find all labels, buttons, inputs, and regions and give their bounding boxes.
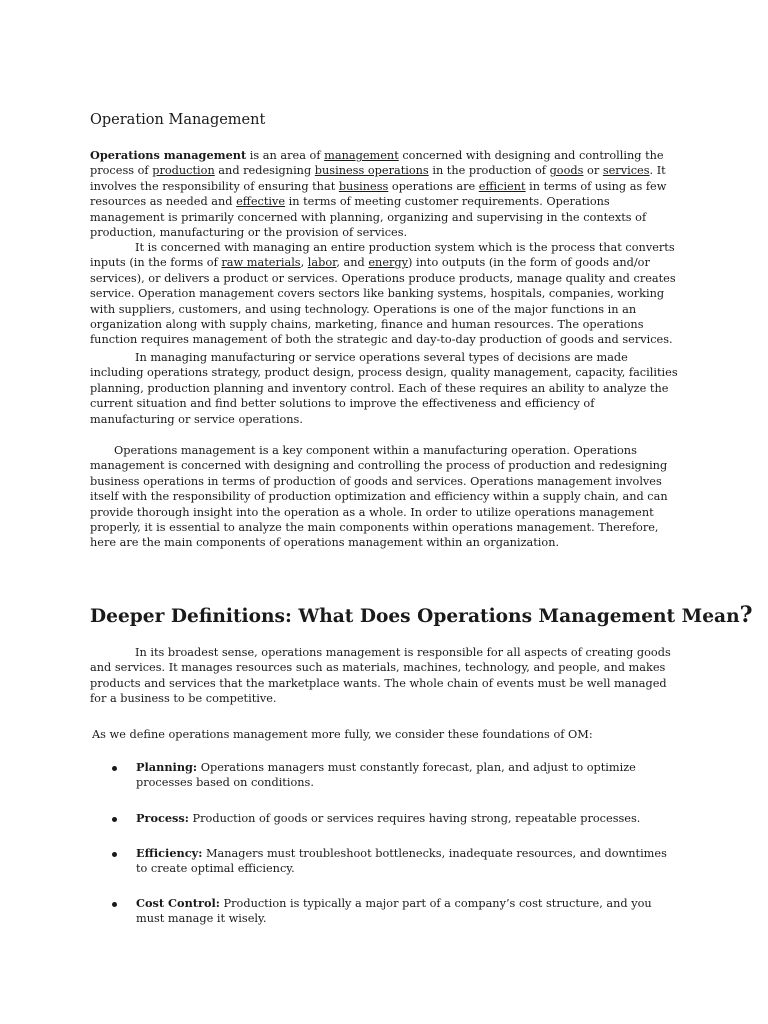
bullet-icon <box>112 766 117 771</box>
paragraph-broadest-sense: In its broadest sense, operations management is responsible for all aspects of creating goods and services. It manages resources such as materials, machines, technology, and people, and makes products and services that the marketplace wants. The whole chain of events must be well managed for a business to be competitive. <box>90 646 671 706</box>
list-item-process <box>112 811 676 826</box>
text: , and <box>336 256 369 270</box>
text: in terms of meeting customer requirements. Operations management is primarily concerned with planning, organizing and supervising in the contexts of production, manufacturing or the provision of services. <box>90 195 647 240</box>
text: It is concerned with managing an entire production system which is the process that converts inputs (in the forms of <box>90 241 675 270</box>
list-item-text: Operations managers must constantly forecast, plan, and adjust to optimize processes based on conditions. <box>136 761 636 790</box>
text: or <box>583 164 603 178</box>
text: is an area of <box>246 149 325 162</box>
link-business[interactable]: business <box>338 179 389 193</box>
paragraph-foundations-intro: As we define operations management more fully, we consider these foundations of OM: <box>92 728 593 741</box>
link-business-operations[interactable]: business operations <box>314 164 429 178</box>
text: operations are <box>388 179 479 193</box>
link-effective[interactable]: effective <box>236 195 286 209</box>
text: . It involves the responsibility of ensuring that <box>90 164 666 193</box>
paragraph-decisions: In managing manufacturing or service operations several types of decisions are made including operations strategy, product design, process design, quality management, capacity, facilities planning, production planning and inventory control. Each of these requires an ability to analyze the current situation and find better solutions to improve the effectiveness and efficiency of manufacturing or service operations. <box>90 351 678 426</box>
term-operations-management: Operations management <box>90 148 247 162</box>
link-efficient[interactable]: efficient <box>478 179 526 193</box>
text: ) into outputs (in the form of goods and/or services), or delivers a product or services. Operations produce products, manage quality and creates service. Operation management covers sectors like banking systems, hospitals, companies, working with suppliers, customers, and using technology. Operations is one of the major functions in an organization along with supply chains, marketing, finance and human resources. The operations function requires management of both the strategic and day-to-day production of goods and services. <box>90 256 676 347</box>
link-services[interactable]: services <box>602 164 650 178</box>
link-management[interactable]: management <box>324 149 399 162</box>
link-energy[interactable]: energy <box>368 256 409 270</box>
section-heading-text: Deeper Definitions: What Does Operations Management Mean <box>90 606 740 627</box>
list-item-text: Production of goods or services requires having strong, repeatable processes. <box>188 812 641 825</box>
list-item-term: Planning: <box>136 760 198 774</box>
bullet-icon <box>112 902 117 907</box>
list-item-text: Managers must troubleshoot bottlenecks, inadequate resources, and downtimes to create optimal efficiency. <box>136 847 667 876</box>
text: , <box>300 256 308 270</box>
bullet-icon <box>112 852 117 857</box>
link-goods[interactable]: goods <box>549 164 584 178</box>
paragraph-production-system <box>90 240 678 348</box>
list-item-cost-control <box>112 896 676 927</box>
list-item-term: Cost Control: <box>136 896 220 910</box>
link-production[interactable]: production <box>152 164 215 178</box>
list-item-efficiency <box>112 846 676 877</box>
text: in terms of using as few resources as needed and <box>90 179 667 209</box>
section-heading <box>90 602 753 628</box>
bullet-icon <box>112 817 117 822</box>
text: in the production of <box>428 164 550 178</box>
list-item-planning <box>112 760 676 791</box>
paragraph-key-component: Operations management is a key component within a manufacturing operation. Operations management is concerned with designing and controlling the process of production and redesigning business operations in terms of production of goods and services. Operations management involves itself with the responsibility of production optimization and efficiency within a supply chain, and can provide thorough insight into the operation as a whole. In order to utilize operations management properly, it is essential to analyze the main components within operations management. Therefore, here are the main components of operations management within an organization. <box>90 444 668 550</box>
text: and redesigning <box>214 164 315 178</box>
list-item-term: Efficiency: <box>136 846 203 860</box>
list-item-term: Process: <box>136 811 189 825</box>
link-labor[interactable]: labor <box>307 256 337 270</box>
link-raw-materials[interactable]: raw materials <box>221 256 301 270</box>
paragraph-definition <box>90 148 678 240</box>
section-heading-question-mark: ? <box>739 602 753 628</box>
text: concerned with designing and controlling the process of <box>90 149 664 178</box>
list-item-text: Production is typically a major part of a company’s cost structure, and you must manage it wisely. <box>136 897 652 926</box>
page-title: Operation Management <box>90 112 266 128</box>
